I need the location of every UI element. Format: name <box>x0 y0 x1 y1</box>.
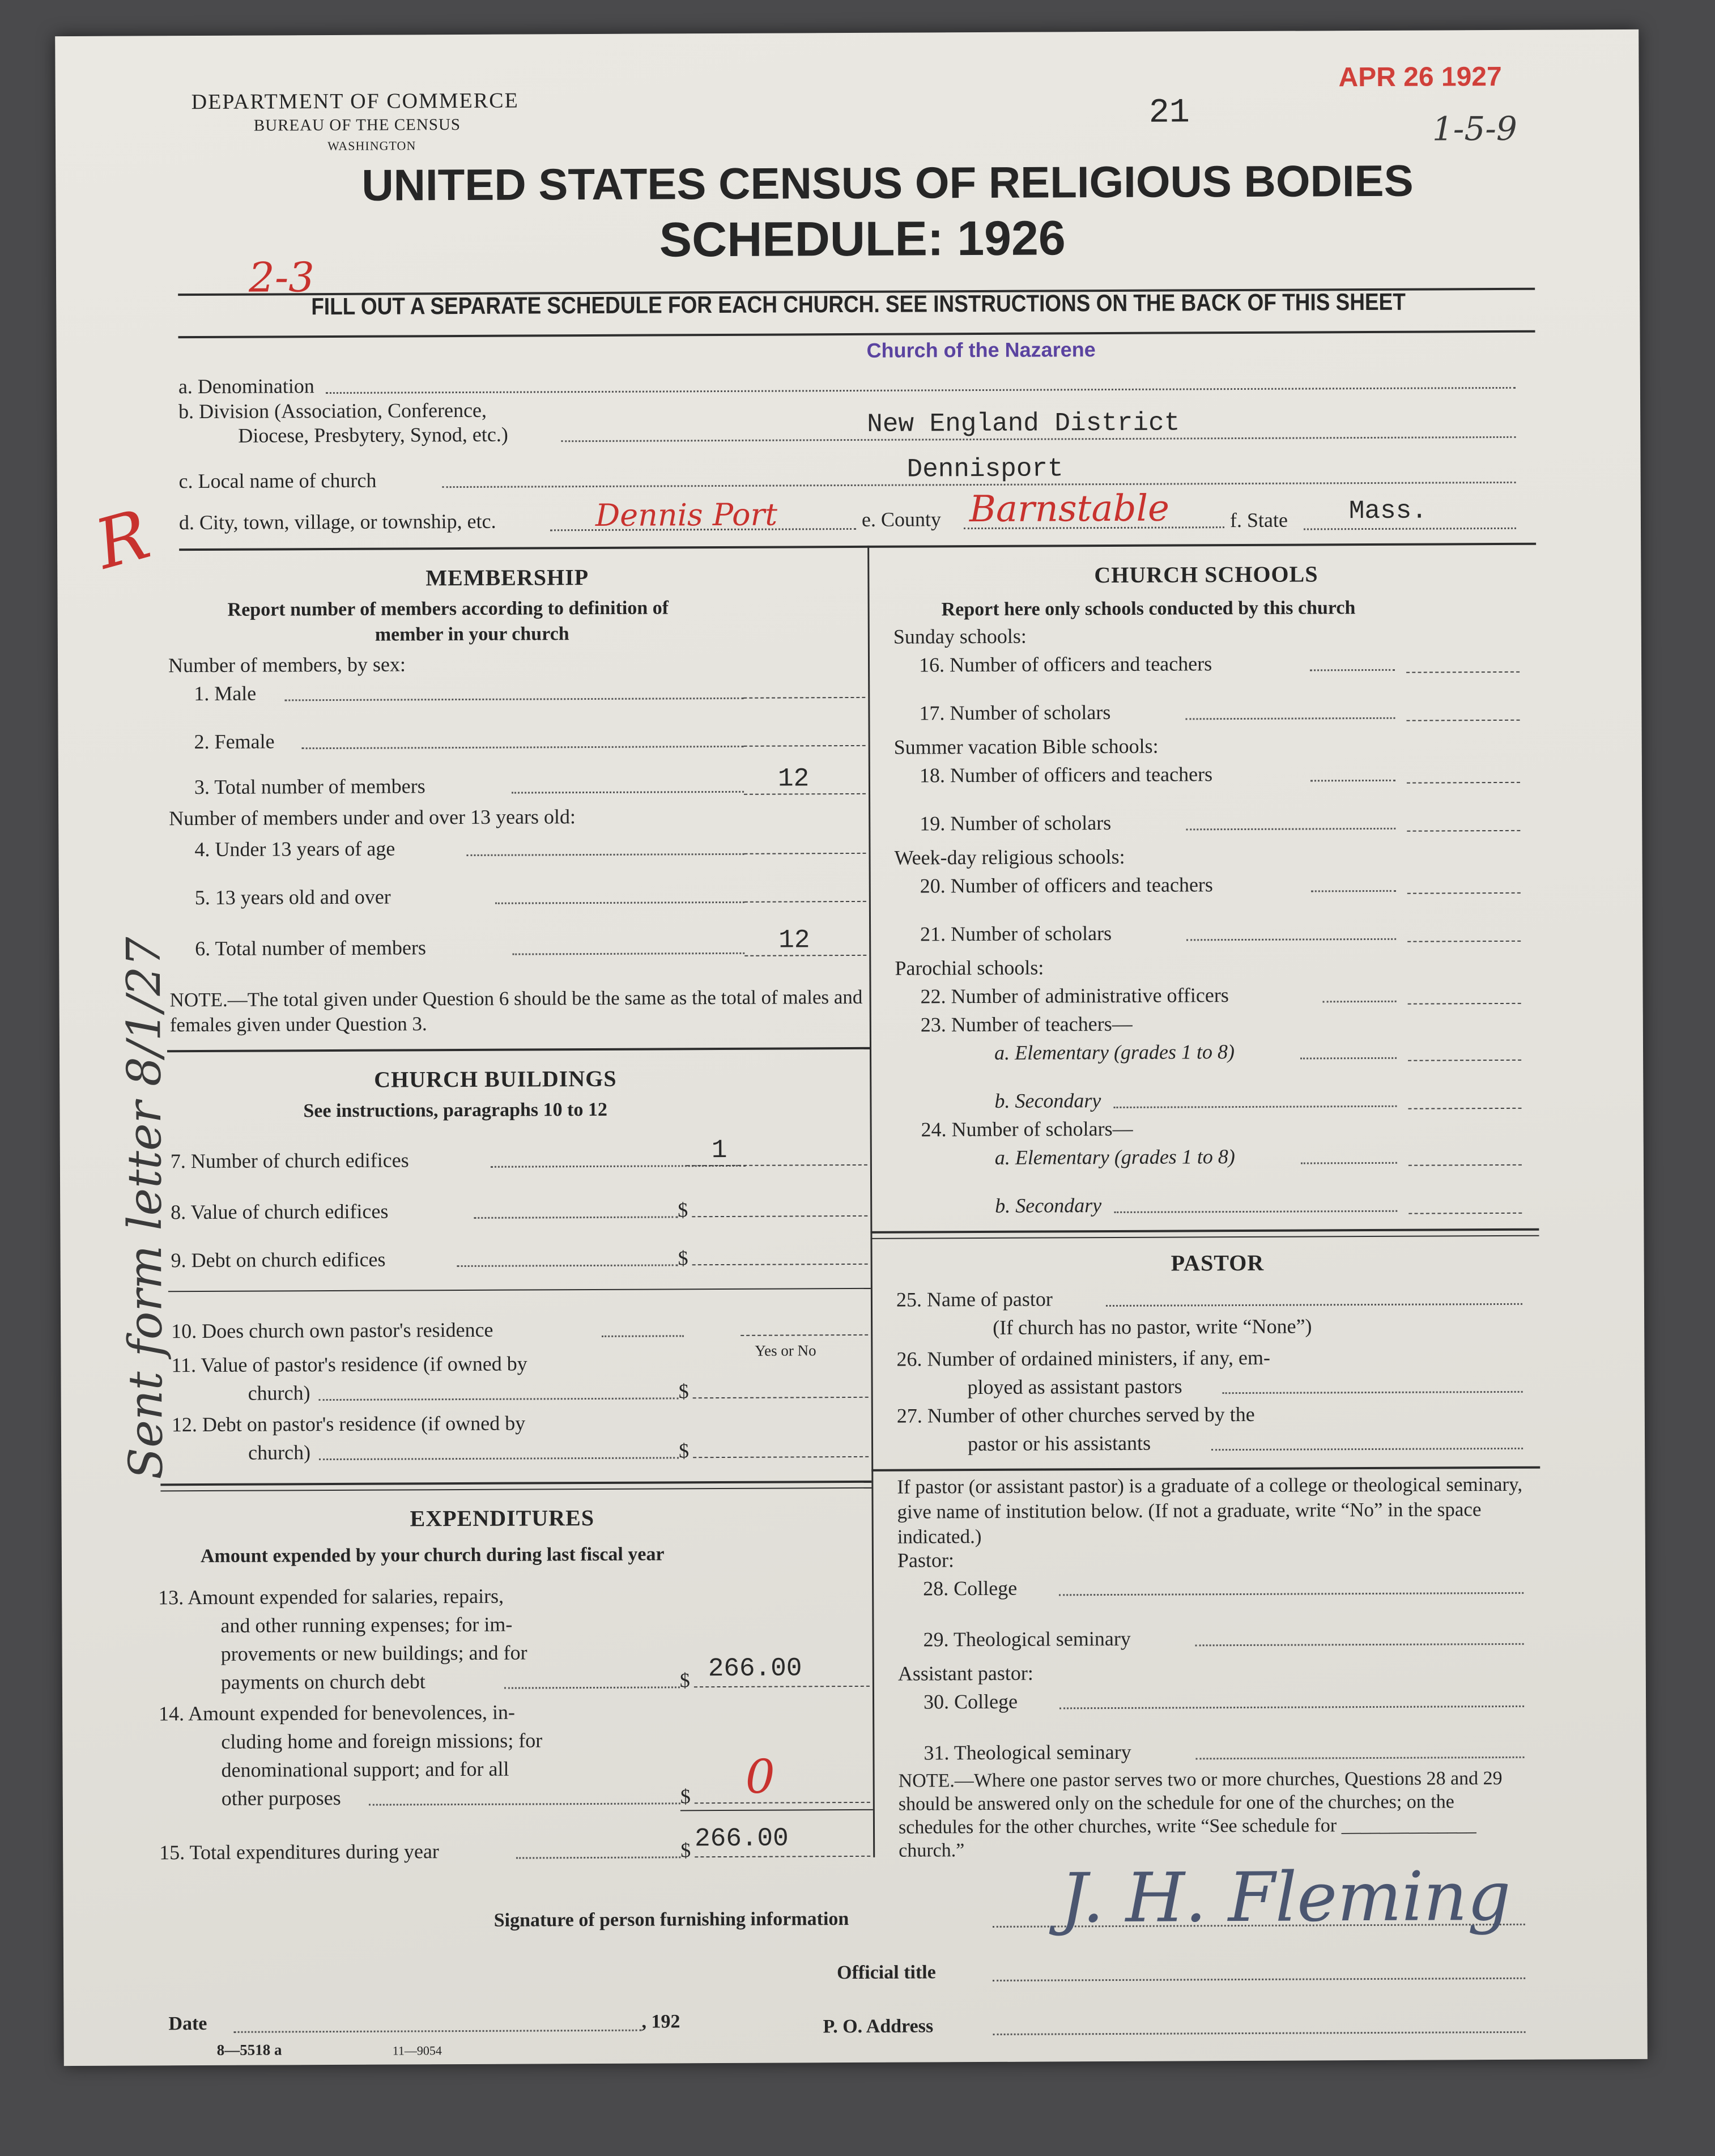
q7-label: 7. Number of church edifices <box>170 1149 409 1173</box>
pastor-note: NOTE.—Where one pastor serves two or more churches, Questions 28 and 29 should be answered only on the schedule for one of the churches; on the schedules for the other churches, write “See schedule for ______________ church.” <box>898 1767 1503 1861</box>
leader-dots <box>466 852 744 856</box>
rule <box>179 543 1536 551</box>
q7-value: 1 <box>711 1135 727 1166</box>
q5-field[interactable] <box>744 900 866 903</box>
corner-code: 1-5-9 <box>1432 109 1517 148</box>
assistant-pastor-label: Assistant pastor: <box>897 1661 1033 1685</box>
q3-value: 12 <box>777 764 810 794</box>
rule <box>167 1047 870 1052</box>
q28-field[interactable] <box>1059 1591 1524 1596</box>
leader-dots <box>284 696 743 701</box>
q27-label-1: 27. Number of other churches served by the <box>896 1402 1255 1427</box>
q20-field[interactable] <box>1407 891 1521 894</box>
q19-field[interactable] <box>1407 829 1520 832</box>
q16-field[interactable] <box>1406 670 1520 673</box>
leader-dots <box>512 790 744 794</box>
rule <box>871 1466 1540 1472</box>
q21-field[interactable] <box>1407 939 1521 942</box>
local-name-value: Dennisport <box>907 454 1063 484</box>
q15-field[interactable] <box>695 1855 870 1857</box>
city-value: Dennis Port <box>595 496 778 533</box>
q30-field[interactable] <box>1059 1704 1524 1710</box>
local-name-label: c. Local name of church <box>178 469 377 493</box>
form-number: 8—5518 a <box>216 2041 282 2059</box>
county-field[interactable] <box>964 525 1224 529</box>
graduate-note: If pastor (or assistant pastor) is a graduate of a college or theological seminary, give name of institution below. (If not a graduate, write “No” in the space indicated.) <box>897 1473 1523 1548</box>
margin-vertical-note: Sent form letter 8/1/27 <box>117 937 173 1480</box>
schools-subheading: Report here only schools conducted by this church <box>941 597 1356 620</box>
rule <box>160 1481 871 1486</box>
q11-label-1: 11. Value of pastor's residence (if owned by <box>171 1352 527 1377</box>
q24b-field[interactable] <box>1408 1211 1522 1214</box>
buildings-subheading: See instructions, paragraphs 10 to 12 <box>303 1099 608 1122</box>
date-field[interactable] <box>234 2029 642 2033</box>
q13-label-3: provements or new buildings; and for <box>220 1641 527 1665</box>
q10-field[interactable] <box>741 1333 868 1336</box>
division-label-1: b. Division (Association, Conference, <box>178 398 487 423</box>
q8-dollar: $ <box>678 1198 688 1222</box>
q20-label: 20. Number of officers and teachers <box>920 873 1213 898</box>
membership-subheading-2: member in your church <box>375 623 569 645</box>
q2-field[interactable] <box>744 744 866 747</box>
q19-label: 19. Number of scholars <box>920 811 1112 835</box>
q18-field[interactable] <box>1407 781 1520 784</box>
division-label-2: Diocese, Presbytery, Synod, etc.) <box>238 423 508 447</box>
q25-label: 25. Name of pastor <box>896 1287 1053 1311</box>
q26-label-1: 26. Number of ordained ministers, if any, em- <box>896 1346 1270 1371</box>
census-schedule-sheet <box>55 29 1648 2066</box>
q10-label: 10. Does church own pastor's residence <box>171 1318 493 1343</box>
q31-field[interactable] <box>1195 1755 1524 1760</box>
q14-label-2: cluding home and foreign missions; for <box>221 1729 543 1753</box>
q12-label-1: 12. Debt on pastor's residence (if owned by <box>171 1411 526 1436</box>
leader-dots <box>1311 889 1396 892</box>
leader-dots <box>369 1801 680 1805</box>
state-value: Mass. <box>1348 496 1428 526</box>
leader-dots <box>602 1334 684 1337</box>
schools-heading: CHURCH SCHOOLS <box>1094 561 1318 588</box>
q23b-label: b. Secondary <box>994 1089 1101 1112</box>
yes-no-hint: Yes or No <box>755 1342 816 1359</box>
q14-dollar: $ <box>680 1785 691 1808</box>
q24-label: 24. Number of scholars— <box>921 1117 1133 1141</box>
county-value: Barnstable <box>969 487 1170 531</box>
denomination-stamp: Church of the Nazarene <box>866 338 1096 362</box>
denomination-field[interactable] <box>326 386 1516 394</box>
q25-note: (If church has no pastor, write “None”) <box>993 1315 1312 1339</box>
city-name: WASHINGTON <box>327 138 416 154</box>
q16-label: 16. Number of officers and teachers <box>918 652 1212 677</box>
q14-value: 0 <box>745 1750 775 1804</box>
q22-label: 22. Number of administrative officers <box>920 984 1229 1008</box>
leader-dots <box>1323 1000 1397 1003</box>
expenditures-subheading: Amount expended by your church during last fiscal year <box>200 1543 665 1567</box>
q7-field[interactable] <box>686 1163 867 1166</box>
q1-field[interactable] <box>743 696 865 699</box>
po-address-label: P. O. Address <box>823 2015 934 2038</box>
q12-label-2: church) <box>248 1441 311 1464</box>
weekday-schools-label: Week-day religious schools: <box>894 845 1125 869</box>
q12-dollar: $ <box>679 1439 690 1462</box>
q27-field[interactable] <box>1211 1447 1523 1451</box>
q22-field[interactable] <box>1408 1002 1521 1005</box>
stamp-number: 21 <box>1148 93 1190 133</box>
q30-label: 30. College <box>923 1690 1018 1713</box>
rule <box>178 330 1535 338</box>
q24b-label: b. Secondary <box>995 1194 1102 1217</box>
q17-field[interactable] <box>1406 718 1520 721</box>
q14-field[interactable] <box>695 1801 870 1804</box>
denomination-label: a. Denomination <box>178 375 314 398</box>
leader-dots <box>474 1215 678 1219</box>
column-divider <box>867 546 875 1857</box>
leader-dots <box>1300 1056 1397 1060</box>
signature-value: J. H. Fleming <box>1060 1857 1511 1938</box>
rule <box>168 1288 871 1292</box>
q6-value: 12 <box>778 925 810 955</box>
q8-field[interactable] <box>692 1214 867 1217</box>
membership-note: NOTE.—The total given under Question 6 should be the same as the total of males and females given under Question 3. <box>169 985 863 1036</box>
state-label: f. State <box>1229 508 1288 532</box>
q15-label: 15. Total expenditures during year <box>159 1840 439 1864</box>
state-field[interactable] <box>1304 526 1516 530</box>
handwritten-number: 2-3 <box>248 253 315 301</box>
rule <box>870 1235 1539 1239</box>
bureau-name: BUREAU OF THE CENSUS <box>253 115 461 135</box>
leader-dots <box>1186 937 1396 941</box>
document-subtitle: SCHEDULE: 1926 <box>659 211 1066 267</box>
q31-label: 31. Theological seminary <box>924 1740 1131 1764</box>
parochial-schools-label: Parochial schools: <box>895 956 1044 980</box>
received-date-stamp: APR 26 1927 <box>1338 61 1502 93</box>
pastor-label: Pastor: <box>897 1549 955 1572</box>
po-address-field[interactable] <box>993 2030 1526 2035</box>
q27-label-2: pastor or his assistants <box>967 1431 1151 1456</box>
print-number: 11—9054 <box>392 2043 442 2058</box>
leader-dots <box>1114 1209 1397 1213</box>
leader-dots <box>1185 716 1395 720</box>
q14-label-3: denominational support; and for all <box>221 1757 509 1781</box>
rule <box>680 1809 873 1811</box>
q29-label: 29. Theological seminary <box>923 1627 1131 1651</box>
q14-label-4: other purposes <box>221 1786 341 1810</box>
signature-label: Signature of person furnishing information <box>493 1908 849 1931</box>
official-title-field[interactable] <box>993 1976 1525 1981</box>
members-by-age-label: Number of members under and over 13 years old: <box>169 805 576 830</box>
q2-label: 2. Female <box>194 730 275 754</box>
q8-label: 8. Value of church edifices <box>171 1200 389 1224</box>
q23b-field[interactable] <box>1408 1107 1521 1109</box>
leader-dots <box>1301 1161 1397 1164</box>
date-label: Date <box>168 2013 207 2035</box>
members-by-sex-label: Number of members, by sex: <box>168 653 406 677</box>
leader-dots <box>1113 1104 1397 1108</box>
buildings-heading: CHURCH BUILDINGS <box>374 1065 617 1092</box>
q1-label: 1. Male <box>194 682 257 705</box>
q13-dollar: $ <box>679 1669 690 1692</box>
q13-label-4: payments on church debt <box>220 1670 425 1694</box>
department-name: DEPARTMENT OF COMMERCE <box>191 88 519 114</box>
q13-label-2: and other running expenses; for im- <box>220 1613 513 1637</box>
leader-dots <box>457 1263 678 1267</box>
leader-dots <box>319 1396 679 1401</box>
official-title-label: Official title <box>837 1962 936 1984</box>
county-label: e. County <box>861 508 942 531</box>
q26-field[interactable] <box>1223 1390 1523 1394</box>
q11-dollar: $ <box>678 1380 689 1403</box>
q13-field[interactable] <box>694 1685 870 1687</box>
q11-field[interactable] <box>693 1396 869 1398</box>
q24a-field[interactable] <box>1408 1163 1522 1166</box>
summer-schools-label: Summer vacation Bible schools: <box>893 734 1159 759</box>
q26-label-2: ployed as assistant pastors <box>967 1375 1182 1399</box>
leader-dots <box>302 745 744 749</box>
q6-label: 6. Total number of members <box>195 936 427 960</box>
q9-label: 9. Debt on church edifices <box>171 1248 386 1272</box>
leader-dots <box>512 951 744 955</box>
leader-dots <box>516 1855 680 1859</box>
leader-dots <box>1186 827 1395 831</box>
q4-label: 4. Under 13 years of age <box>194 837 395 861</box>
expenditures-heading: EXPENDITURES <box>410 1504 595 1532</box>
document-title: UNITED STATES CENSUS OF RELIGIOUS BODIES <box>361 155 1414 210</box>
q17-label: 17. Number of scholars <box>919 700 1111 725</box>
date-suffix: , 192 <box>641 2011 680 2032</box>
q9-dollar: $ <box>678 1247 688 1270</box>
pastor-heading: PASTOR <box>1171 1249 1265 1276</box>
q4-field[interactable] <box>744 852 866 854</box>
q28-label: 28. College <box>923 1576 1018 1600</box>
rule <box>160 1487 871 1491</box>
rule <box>870 1228 1539 1234</box>
q15-value: 266.00 <box>694 1823 789 1854</box>
q6-field[interactable] <box>744 954 866 956</box>
membership-heading: MEMBERSHIP <box>425 564 589 591</box>
q23-label: 23. Number of teachers— <box>920 1012 1133 1036</box>
division-value: New England District <box>867 408 1180 439</box>
q14-label-1: 14. Amount expended for benevolences, in- <box>159 1700 516 1725</box>
leader-dots <box>495 900 744 904</box>
sunday-schools-label: Sunday schools: <box>893 624 1027 648</box>
q9-field[interactable] <box>692 1262 868 1265</box>
q15-dollar: $ <box>680 1839 691 1862</box>
q29-field[interactable] <box>1195 1642 1524 1647</box>
q21-label: 21. Number of scholars <box>920 921 1112 946</box>
leader-dots <box>319 1456 679 1460</box>
q5-label: 5. 13 years old and over <box>194 885 391 909</box>
q25-field[interactable] <box>1106 1302 1522 1307</box>
leader-dots <box>1310 668 1395 671</box>
q3-field[interactable] <box>744 792 866 795</box>
q12-field[interactable] <box>693 1455 869 1458</box>
q13-label-1: 13. Amount expended for salaries, repairs, <box>158 1584 504 1609</box>
q13-value: 266.00 <box>708 1653 802 1684</box>
city-label: d. City, town, village, or township, etc. <box>178 509 496 534</box>
q3-label: 3. Total number of members <box>194 775 425 799</box>
q24a-label: a. Elementary (grades 1 to 8) <box>994 1145 1235 1169</box>
q23a-field[interactable] <box>1408 1058 1521 1061</box>
margin-r-mark: R <box>87 495 158 585</box>
leader-dots <box>504 1685 680 1689</box>
q23a-label: a. Elementary (grades 1 to 8) <box>994 1040 1235 1064</box>
instruction-banner: FILL OUT A SEPARATE SCHEDULE FOR EACH CHURCH. SEE INSTRUCTIONS ON THE BACK OF THIS SHEET <box>311 288 1406 320</box>
q18-label: 18. Number of officers and teachers <box>919 763 1213 787</box>
membership-subheading-1: Report number of members according to definition of <box>227 597 669 620</box>
leader-dots <box>1310 779 1395 782</box>
q11-label-2: church) <box>248 1381 310 1405</box>
